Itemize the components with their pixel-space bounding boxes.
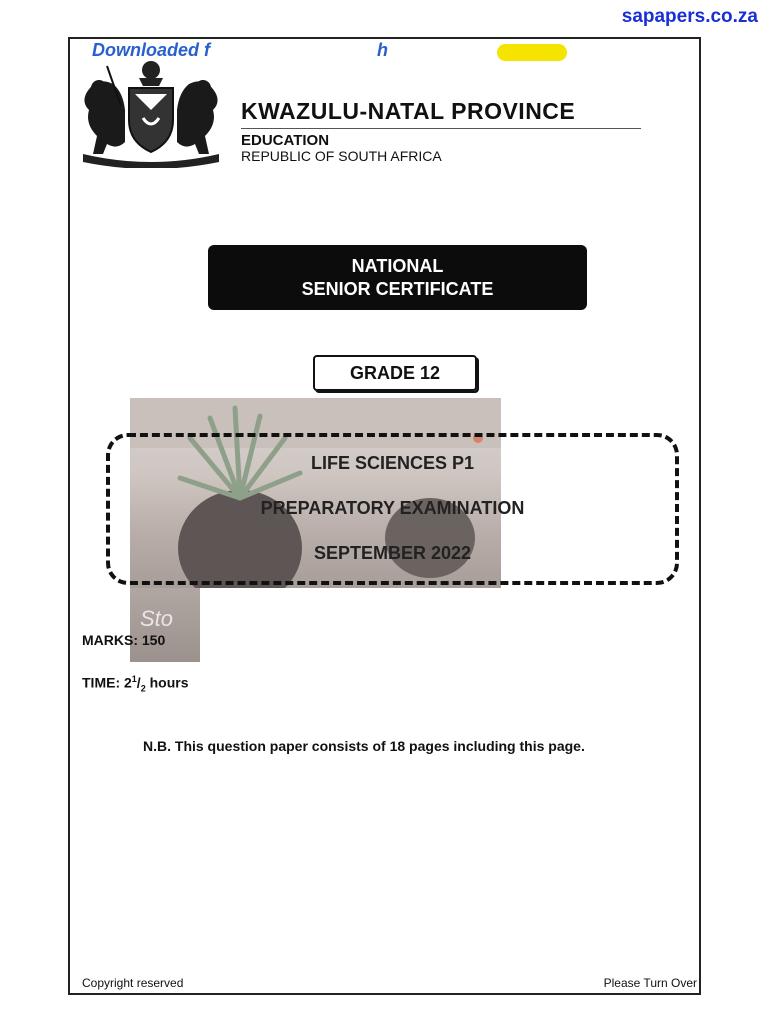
footer-turn-over: Please Turn Over: [603, 976, 697, 990]
exam-subject: LIFE SCIENCES P1: [310, 453, 475, 473]
time-prefix: TIME: 2: [82, 674, 132, 691]
download-banner-fragment: h: [377, 40, 388, 60]
title-divider: [241, 128, 641, 129]
time-slash: /: [136, 674, 141, 691]
province-title: KWAZULU-NATAL PROVINCE: [241, 98, 576, 124]
department-label: EDUCATION: [241, 132, 330, 149]
plant-photo-lower: [130, 588, 200, 662]
certificate-line-2: SENIOR CERTIFICATE: [301, 278, 494, 299]
certificate-banner: [208, 245, 587, 310]
footer-copyright: Copyright reserved: [82, 976, 184, 990]
download-banner-text: Downloaded f: [92, 40, 210, 60]
coat-of-arms-logo: [77, 58, 225, 168]
page-count-note: N.B. This question paper consists of 18 pages including this page.: [143, 738, 585, 754]
time-sup: 1: [131, 674, 137, 684]
grade-label-box: [313, 355, 477, 391]
exam-type: PREPARATORY EXAMINATION: [260, 498, 525, 518]
time-suffix: hours: [145, 674, 189, 691]
time-label: [82, 674, 188, 693]
time-sub: 2: [140, 683, 146, 694]
country-label: REPUBLIC OF SOUTH AFRICA: [241, 148, 442, 164]
grade-label: GRADE 12: [349, 363, 441, 383]
site-watermark: sapapers.co.za: [621, 6, 758, 27]
certificate-line-1: NATIONAL: [351, 255, 444, 276]
highlight-mark: [497, 44, 567, 61]
marks-label: MARKS: 150: [82, 632, 166, 648]
photo-overlay-text: Sto: [140, 606, 174, 631]
exam-date: SEPTEMBER 2022: [313, 543, 472, 563]
